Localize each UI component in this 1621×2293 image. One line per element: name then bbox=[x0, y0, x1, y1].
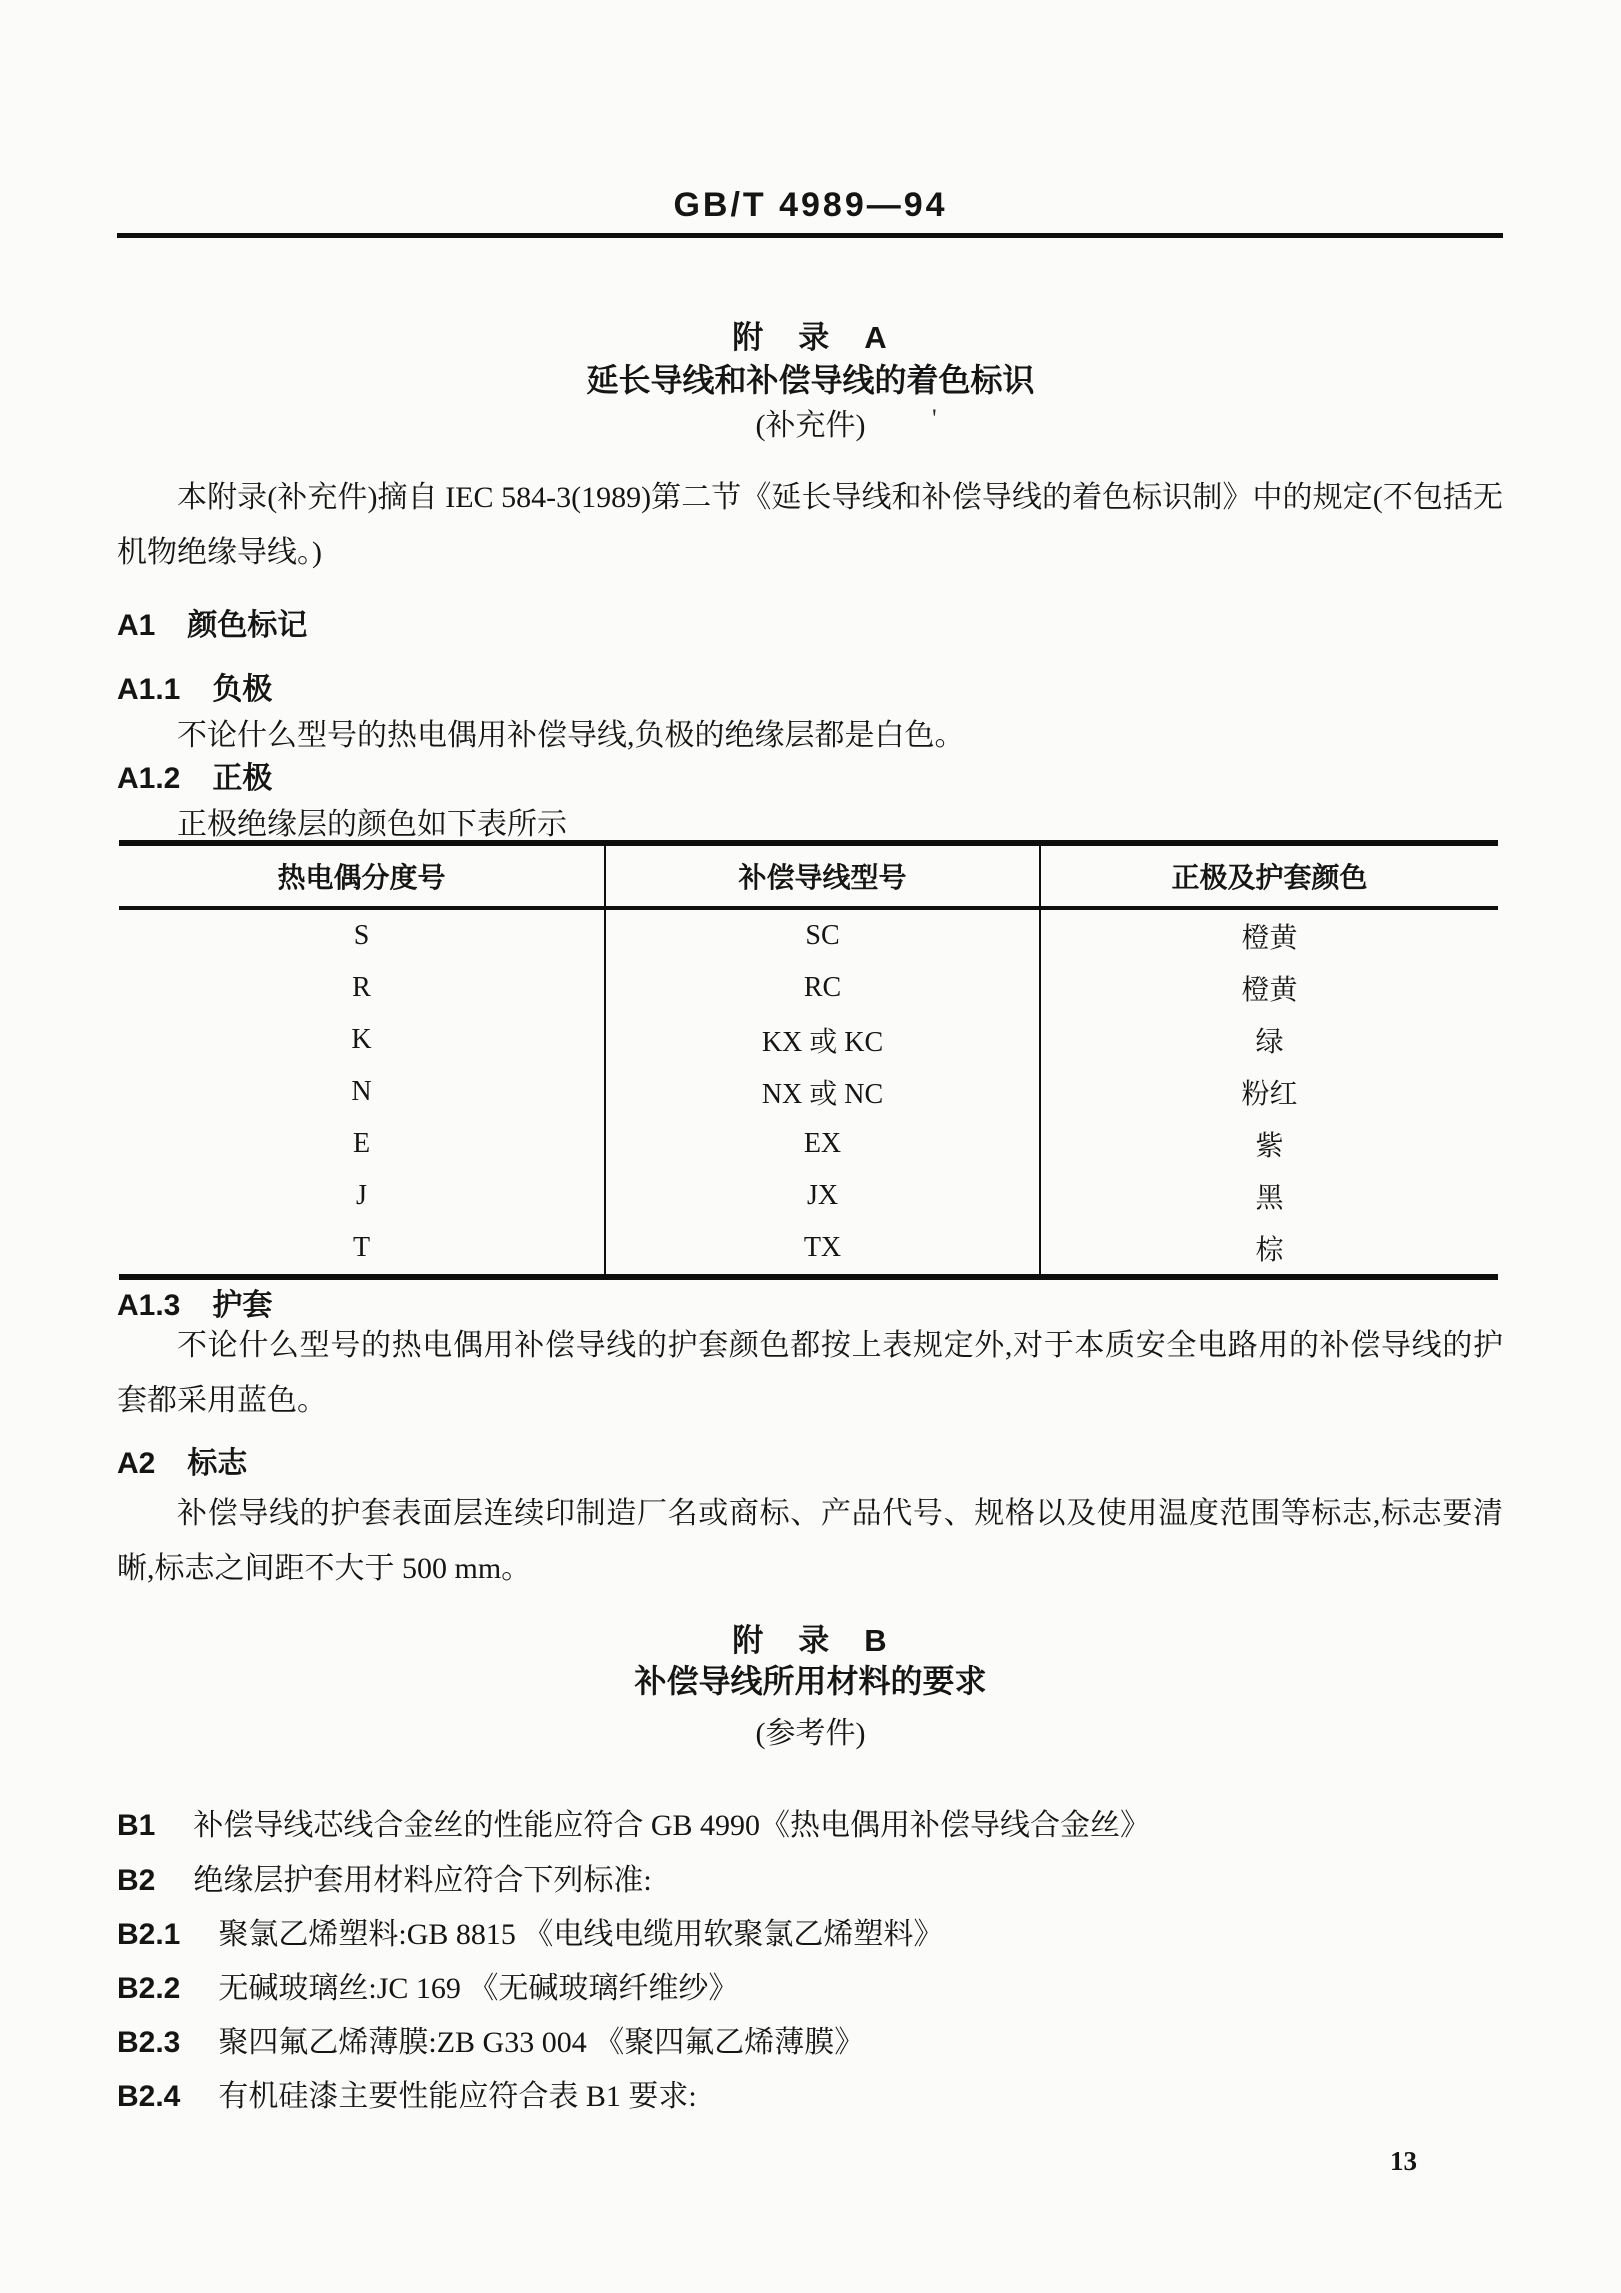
clause-number-b2-3: B2.3 bbox=[117, 2026, 181, 2059]
table-cell: EX bbox=[605, 1118, 1040, 1170]
table-row bbox=[119, 1066, 1498, 1118]
section-title-a1: 颜色标记 bbox=[187, 609, 308, 642]
appendix-a-subtitle: 延长导线和补偿导线的着色标识 bbox=[586, 362, 1035, 398]
table-row bbox=[119, 962, 1498, 1014]
table-cell: R bbox=[352, 972, 371, 1003]
clause-b2-4 bbox=[117, 2071, 697, 2115]
section-number-a1: A1 bbox=[117, 609, 156, 642]
table-row bbox=[119, 1170, 1498, 1222]
clause-number-b2-1: B2.1 bbox=[117, 1918, 181, 1951]
section-title-a2: 标志 bbox=[187, 1447, 248, 1480]
table-row bbox=[119, 1118, 1498, 1170]
table-cell: K bbox=[351, 1024, 372, 1055]
table-cell: KX 或 KC bbox=[605, 1014, 1040, 1066]
stray-scan-mark: ' bbox=[932, 404, 937, 433]
clause-b2-3 bbox=[117, 2017, 864, 2061]
appendix-b-subtitle: 补偿导线所用材料的要求 bbox=[634, 1663, 987, 1699]
clause-text-b1: 补偿导线芯线合金丝的性能应符合 GB 4990《热电偶用补偿导线合金丝》 bbox=[193, 1809, 1151, 1842]
table-cell: 棕 bbox=[1040, 1222, 1498, 1277]
column-header-wire-model: 补偿导线型号 bbox=[605, 843, 1040, 908]
table-cell: N bbox=[351, 1076, 372, 1107]
table-cell: RC bbox=[605, 962, 1040, 1014]
appendix-b-type-label: (参考件) bbox=[755, 1717, 866, 1750]
color-code-table bbox=[119, 840, 1498, 1280]
appendix-a-intro-paragraph: 本附录(补充件)摘自 IEC 584-3(1989)第二节《延长导线和补偿导线的着色标识制》中的规定(不包括无机物绝缘导线。) bbox=[117, 481, 1503, 569]
section-heading-a1-1 bbox=[117, 664, 272, 708]
section-title-a1-2: 正极 bbox=[212, 762, 273, 795]
clause-text-b2-1: 聚氯乙烯塑料:GB 8815 《电线电缆用软聚氯乙烯塑料》 bbox=[218, 1918, 944, 1951]
section-title-a1-1: 负极 bbox=[212, 673, 273, 706]
section-heading-a1-2 bbox=[117, 753, 272, 797]
column-header-thermocouple-type: 热电偶分度号 bbox=[119, 843, 605, 908]
table-cell: 绿 bbox=[1040, 1014, 1498, 1066]
table-cell: SC bbox=[605, 908, 1040, 962]
section-body-a1-2: 正极绝缘层的颜色如下表所示 bbox=[177, 808, 567, 841]
appendix-a-title: 附 录 A bbox=[732, 320, 889, 355]
clause-number-b1: B1 bbox=[117, 1809, 156, 1842]
clause-b2-1 bbox=[117, 1909, 943, 1953]
table-cell: 黑 bbox=[1040, 1170, 1498, 1222]
table-cell: 紫 bbox=[1040, 1118, 1498, 1170]
section-title-a1-3: 护套 bbox=[212, 1289, 273, 1322]
appendix-a-type-label: (补充件) bbox=[755, 409, 866, 442]
clause-text-b2-4: 有机硅漆主要性能应符合表 B1 要求: bbox=[218, 2080, 697, 2113]
clause-number-b2: B2 bbox=[117, 1864, 156, 1897]
section-number-a1-1: A1.1 bbox=[117, 673, 181, 706]
table-cell: 粉红 bbox=[1040, 1066, 1498, 1118]
section-body-a1-1: 不论什么型号的热电偶用补偿导线,负极的绝缘层都是白色。 bbox=[177, 719, 965, 752]
table-cell: J bbox=[356, 1180, 367, 1211]
clause-b1 bbox=[117, 1800, 1150, 1844]
table-cell: E bbox=[352, 1128, 371, 1159]
standard-number: GB/T 4989—94 bbox=[673, 186, 948, 224]
table-cell: S bbox=[353, 920, 370, 951]
section-number-a2: A2 bbox=[117, 1447, 156, 1480]
table-cell: JX bbox=[605, 1170, 1040, 1222]
column-header-positive-sheath-color: 正极及护套颜色 bbox=[1040, 843, 1498, 908]
appendix-b-title: 附 录 B bbox=[732, 1623, 889, 1658]
table-row bbox=[119, 908, 1498, 962]
table-cell: 橙黄 bbox=[1040, 962, 1498, 1014]
clause-text-b2-3: 聚四氟乙烯薄膜:ZB G33 004 《聚四氟乙烯薄膜》 bbox=[218, 2026, 865, 2059]
section-number-a1-3: A1.3 bbox=[117, 1289, 181, 1322]
section-body-a1-3: 不论什么型号的热电偶用补偿导线的护套颜色都按上表规定外,对于本质安全电路用的补偿导线的护套都采用蓝色。 bbox=[117, 1329, 1503, 1417]
table-cell: T bbox=[352, 1232, 371, 1263]
table-cell: 橙黄 bbox=[1040, 908, 1498, 962]
table-header-row bbox=[119, 843, 1498, 908]
page-number: 13 bbox=[1390, 2146, 1417, 2176]
clause-number-b2-2: B2.2 bbox=[117, 1972, 181, 2005]
section-body-a2: 补偿导线的护套表面层连续印制造厂名或商标、产品代号、规格以及使用温度范围等标志,标志要清晰,标志之间距不大于 500 mm。 bbox=[117, 1497, 1503, 1585]
table-row bbox=[119, 1222, 1498, 1277]
table-cell: TX bbox=[605, 1222, 1040, 1277]
table-cell: NX 或 NC bbox=[605, 1066, 1040, 1118]
section-heading-a2 bbox=[117, 1438, 247, 1482]
header-rule bbox=[117, 233, 1503, 238]
clause-text-b2: 绝缘层护套用材料应符合下列标准: bbox=[193, 1864, 652, 1897]
clause-number-b2-4: B2.4 bbox=[117, 2080, 181, 2113]
section-heading-a1 bbox=[117, 600, 307, 644]
clause-b2 bbox=[117, 1855, 652, 1899]
table-row bbox=[119, 1014, 1498, 1066]
section-number-a1-2: A1.2 bbox=[117, 762, 181, 795]
clause-text-b2-2: 无碱玻璃丝:JC 169 《无碱玻璃纤维纱》 bbox=[218, 1972, 739, 2005]
clause-b2-2 bbox=[117, 1963, 738, 2007]
